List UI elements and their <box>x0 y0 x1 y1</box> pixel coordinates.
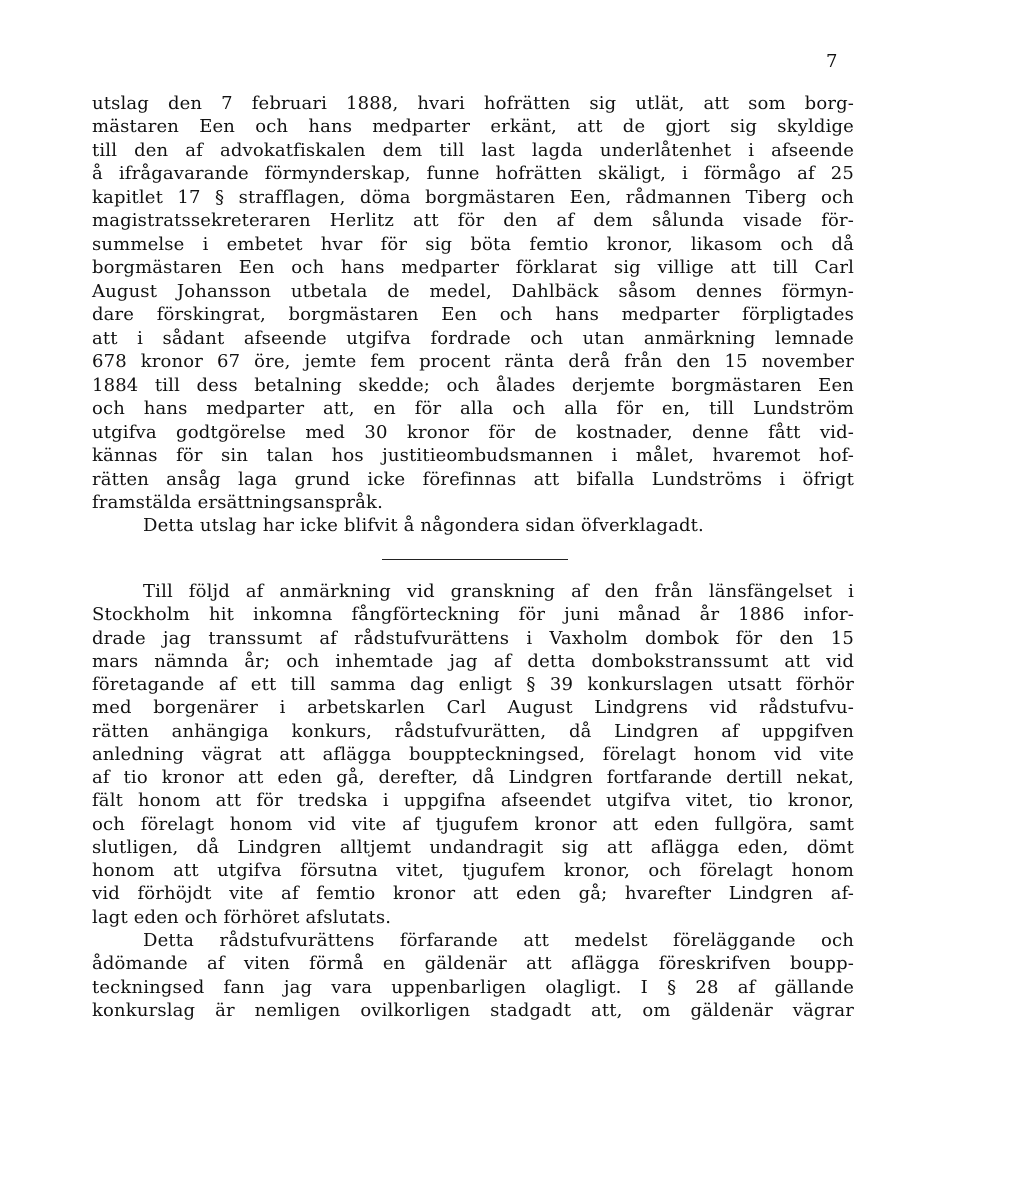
text-line: dare förskingrat, borgmästaren Een och hans medparter förpligtades <box>92 304 854 326</box>
upper-text-block <box>92 92 854 538</box>
text-line: slutligen, då Lindgren alltjemt undandragit sig att aflägga eden, dömt <box>92 836 854 858</box>
text-line: teckningsed fann jag vara uppenbarligen olagligt. I § 28 af gällande <box>92 976 854 998</box>
text-line: honom att utgifva försutna vitet, tjugufem kronor, och förelagt honom <box>92 860 854 882</box>
text-line: framstälda ersättningsanspråk. <box>92 491 383 513</box>
text-line: ådömande af viten förmå en gäldenär att aflägga föreskrifven boupp- <box>92 953 854 975</box>
text-line: utgifva godtgörelse med 30 kronor för de kostnader, denne fått vid- <box>92 421 854 443</box>
text-line: rätten ansåg laga grund icke förefinnas att bifalla Lundströms i öfrigt <box>92 468 854 490</box>
text-line: lagt eden och förhöret afslutats. <box>92 906 392 928</box>
text-line: 678 kronor 67 öre, jemte fem procent ränta derå från den 15 november <box>92 351 854 373</box>
text-line: mästaren Een och hans medparter erkänt, att de gjort sig skyldige <box>92 116 854 138</box>
text-line: drade jag transsumt af rådstufvurättens i Vaxholm dombok för den 15 <box>92 627 854 649</box>
text-line: konkurslag är nemligen ovilkorligen stadgadt att, om gäldenär vägrar <box>92 999 854 1021</box>
text-line: borgmästaren Een och hans medparter förklarat sig villige att till Carl <box>92 257 854 279</box>
text-line: anledning vägrat att aflägga bouppteckningsed, förelagt honom vid vite <box>92 743 854 765</box>
text-line: Detta utslag har icke blifvit å någondera sidan öfverklagadt. <box>143 515 704 537</box>
paragraph-court-procedure <box>92 929 854 1022</box>
text-line: magistratssekreteraren Herlitz att för den af dem sålunda visade för- <box>92 210 854 232</box>
text-line: att i sådant afseende utgifva fordrade och utan anmärkning lemnade <box>92 327 854 349</box>
text-line: till den af advokatfiskalen dem till last lagda underlåtenhet i afseende <box>92 139 854 161</box>
text-line: kännas för sin talan hos justitieombudsmannen i målet, hvaremot hof- <box>92 445 854 467</box>
section-separator <box>382 559 568 560</box>
text-line: och förelagt honom vid vite af tjugufem kronor att eden fullgöra, samt <box>92 813 854 835</box>
text-line: Till följd af anmärkning vid granskning af den från länsfängelset i <box>143 581 854 602</box>
lower-text-block <box>92 580 854 1022</box>
text-line: vid förhöjdt vite af femtio kronor att eden gå; hvarefter Lindgren af- <box>92 883 854 905</box>
text-line: och hans medparter att, en för alla och alla för en, till Lundström <box>92 398 854 420</box>
text-line: af tio kronor att eden gå, derefter, då Lindgren fortfarande dertill nekat, <box>92 767 854 789</box>
text-line: August Johansson utbetala de medel, Dahlbäck såsom dennes förmyn- <box>92 280 854 302</box>
text-line: å ifrågavarande förmynderskap, funne hofrätten skäligt, i förmågo af 25 <box>92 163 854 185</box>
paragraph-vaxholm-case <box>92 580 854 929</box>
text-line: Stockholm hit inkomna fångförteckning för juni månad år 1886 infor- <box>92 604 854 626</box>
text-line: summelse i embetet hvar för sig böta femtio kronor, likasom och då <box>92 233 854 255</box>
paragraph-utslag <box>92 92 854 514</box>
text-line: rätten anhängiga konkurs, rådstufvurätten, då Lindgren af uppgifven <box>92 720 854 742</box>
text-line: Detta rådstufvurättens förfarande att medelst föreläggande och <box>143 929 854 951</box>
page-number: 7 <box>826 51 838 72</box>
text-line: kapitlet 17 § strafflagen, döma borgmästaren Een, rådmannen Tiberg och <box>92 186 854 208</box>
text-line: fält honom att för tredska i uppgifna afseendet utgifva vitet, tio kronor, <box>92 790 854 812</box>
text-line: mars nämnda år; och inhemtade jag af detta dombokstranssumt att vid <box>92 650 854 672</box>
text-line: utslag den 7 februari 1888, hvari hofrätten sig utlät, att som borg- <box>92 93 854 114</box>
text-line: med borgenärer i arbetskarlen Carl August Lindgrens vid rådstufvu- <box>92 697 854 719</box>
paragraph-not-appealed <box>92 514 854 537</box>
text-line: 1884 till dess betalning skedde; och ålades derjemte borgmästaren Een <box>92 374 854 396</box>
text-line: företagande af ett till samma dag enligt § 39 konkurslagen utsatt förhör <box>92 674 854 696</box>
